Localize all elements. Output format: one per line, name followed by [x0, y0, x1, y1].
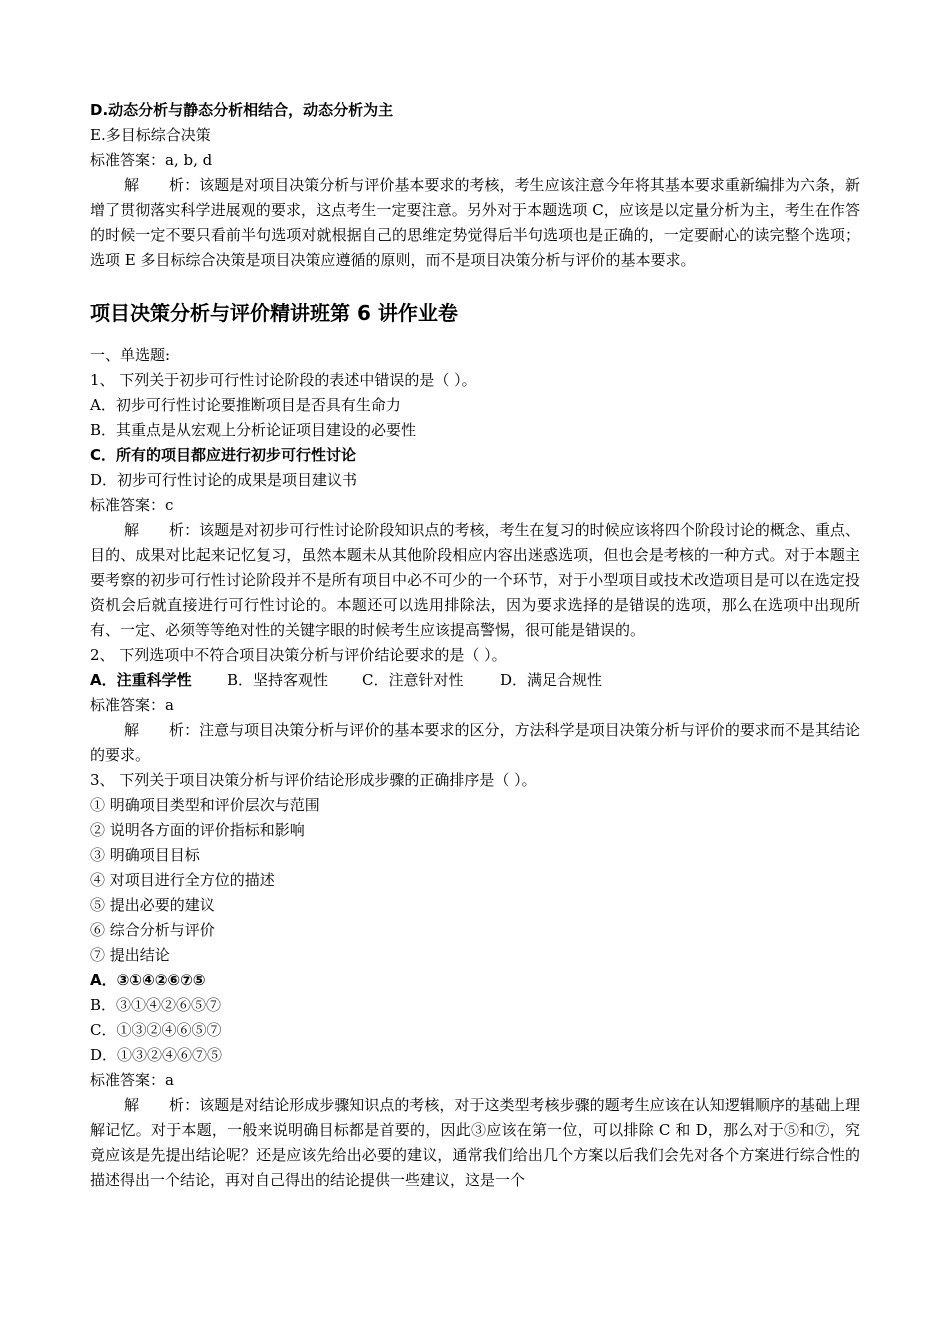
- q2-option-b: B．坚持客观性: [227, 671, 329, 689]
- q3-step: ③ 明确项目目标: [90, 846, 200, 864]
- q2-options: [90, 668, 860, 693]
- q2-option-c: C．注意针对性: [362, 671, 464, 689]
- q1-analysis: 解 析：该题是对初步可行性讨论阶段知识点的考核，考生在复习的时候应该将四个阶段讨论的概念、重点、目的、成果对比起来记忆复习，虽然本题未从其他阶段相应内容出迷惑选项，但也会是考核的一种方式。对于本题主要考察的初步可行性讨论阶段并不是所有项目中必不可少的一个环节，对于小型项目或技术改造项目是可以在选定投资机会后就直接进行可行性讨论的。本题还可以选用排除法，因为要求选择的是错误的选项，那么在选项中出现所有、一定、必须等等绝对性的关键字眼的时候考生应该提高警惕，很可能是错误的。: [90, 521, 860, 639]
- q3-stem: 3、 下列关于项目决策分析与评价结论形成步骤的正确排序是（ ）。: [90, 771, 537, 789]
- q2-stem: 2、 下列选项中不符合项目决策分析与评价结论要求的是（ ）。: [90, 646, 507, 664]
- document-page: [90, 98, 860, 1193]
- q3-option-a: A．③①④②⑥⑦⑤: [90, 971, 206, 989]
- q3-step: ⑤ 提出必要的建议: [90, 896, 215, 914]
- prev-option-d: D.动态分析与静态分析相结合，动态分析为主: [90, 101, 394, 119]
- q3-option-c: C．①③②④⑥⑤⑦: [90, 1021, 222, 1039]
- q3-step: ① 明确项目类型和评价层次与范围: [90, 796, 320, 814]
- q2-option-d: D．满足合规性: [500, 671, 603, 689]
- q3-option-d: D．①③②④⑥⑦⑤: [90, 1046, 223, 1064]
- page-title: 项目决策分析与评价精讲班第 6 讲作业卷: [90, 301, 458, 325]
- q1-option-d: D．初步可行性讨论的成果是项目建议书: [90, 471, 358, 489]
- q2-answer: 标准答案：a: [90, 696, 174, 714]
- q3-step: ④ 对项目进行全方位的描述: [90, 871, 275, 889]
- prev-answer: 标准答案：a, b, d: [90, 151, 213, 169]
- q3-step: ⑥ 综合分析与评价: [90, 921, 215, 939]
- q3-answer: 标准答案：a: [90, 1071, 174, 1089]
- prev-option-e: E.多目标综合决策: [90, 126, 211, 144]
- prev-analysis: 解 析：该题是对项目决策分析与评价基本要求的考核，考生应该注意今年将其基本要求重新编排为六条，新增了贯彻落实科学进展观的要求，这点考生一定要注意。另外对于本题选项 C，应该是以定量分析为主，考生在作答的时候一定不要只看前半句选项对就根据自己的思维定势觉得后半句选项也是正确的，一定要耐心的读完整个选项；选项 E 多目标综合决策是项目决策应遵循的原则，而不是项目决策分析与评价的基本要求。: [90, 176, 860, 269]
- q3-analysis: 解 析：该题是对结论形成步骤知识点的考核，对于这类型考核步骤的题考生应该在认知逻辑顺序的基础上理解记忆。对于本题，一般来说明确目标都是首要的，因此③应该在第一位，可以排除 C 和 D，那么对于⑤和⑦，究竟应该是先提出结论呢？还是应该先给出必要的建议，通常我们给出几个方案以后我们会先对各个方案进行综合性的描述得出一个结论，再对自己得出的结论提供一些建议，这是一个: [90, 1096, 860, 1189]
- q3-step: ⑦ 提出结论: [90, 946, 170, 964]
- q1-option-b: B．其重点是从宏观上分析论证项目建设的必要性: [90, 421, 417, 439]
- q1-option-a: A．初步可行性讨论要推断项目是否具有生命力: [90, 396, 401, 414]
- q3-option-b: B．③①④②⑥⑤⑦: [90, 996, 222, 1014]
- q1-answer: 标准答案：c: [90, 496, 174, 514]
- q2-analysis: 解 析：注意与项目决策分析与评价的基本要求的区分，方法科学是项目决策分析与评价的要求而不是其结论的要求。: [90, 721, 860, 764]
- q1-stem: 1、 下列关于初步可行性讨论阶段的表述中错误的是（ ）。: [90, 371, 477, 389]
- q2-option-a: A．注重科学性: [90, 671, 192, 689]
- section-label: 一、单选题:: [90, 346, 171, 364]
- q1-option-c: C．所有的项目都应进行初步可行性讨论: [90, 446, 357, 464]
- q3-step: ② 说明各方面的评价指标和影响: [90, 821, 305, 839]
